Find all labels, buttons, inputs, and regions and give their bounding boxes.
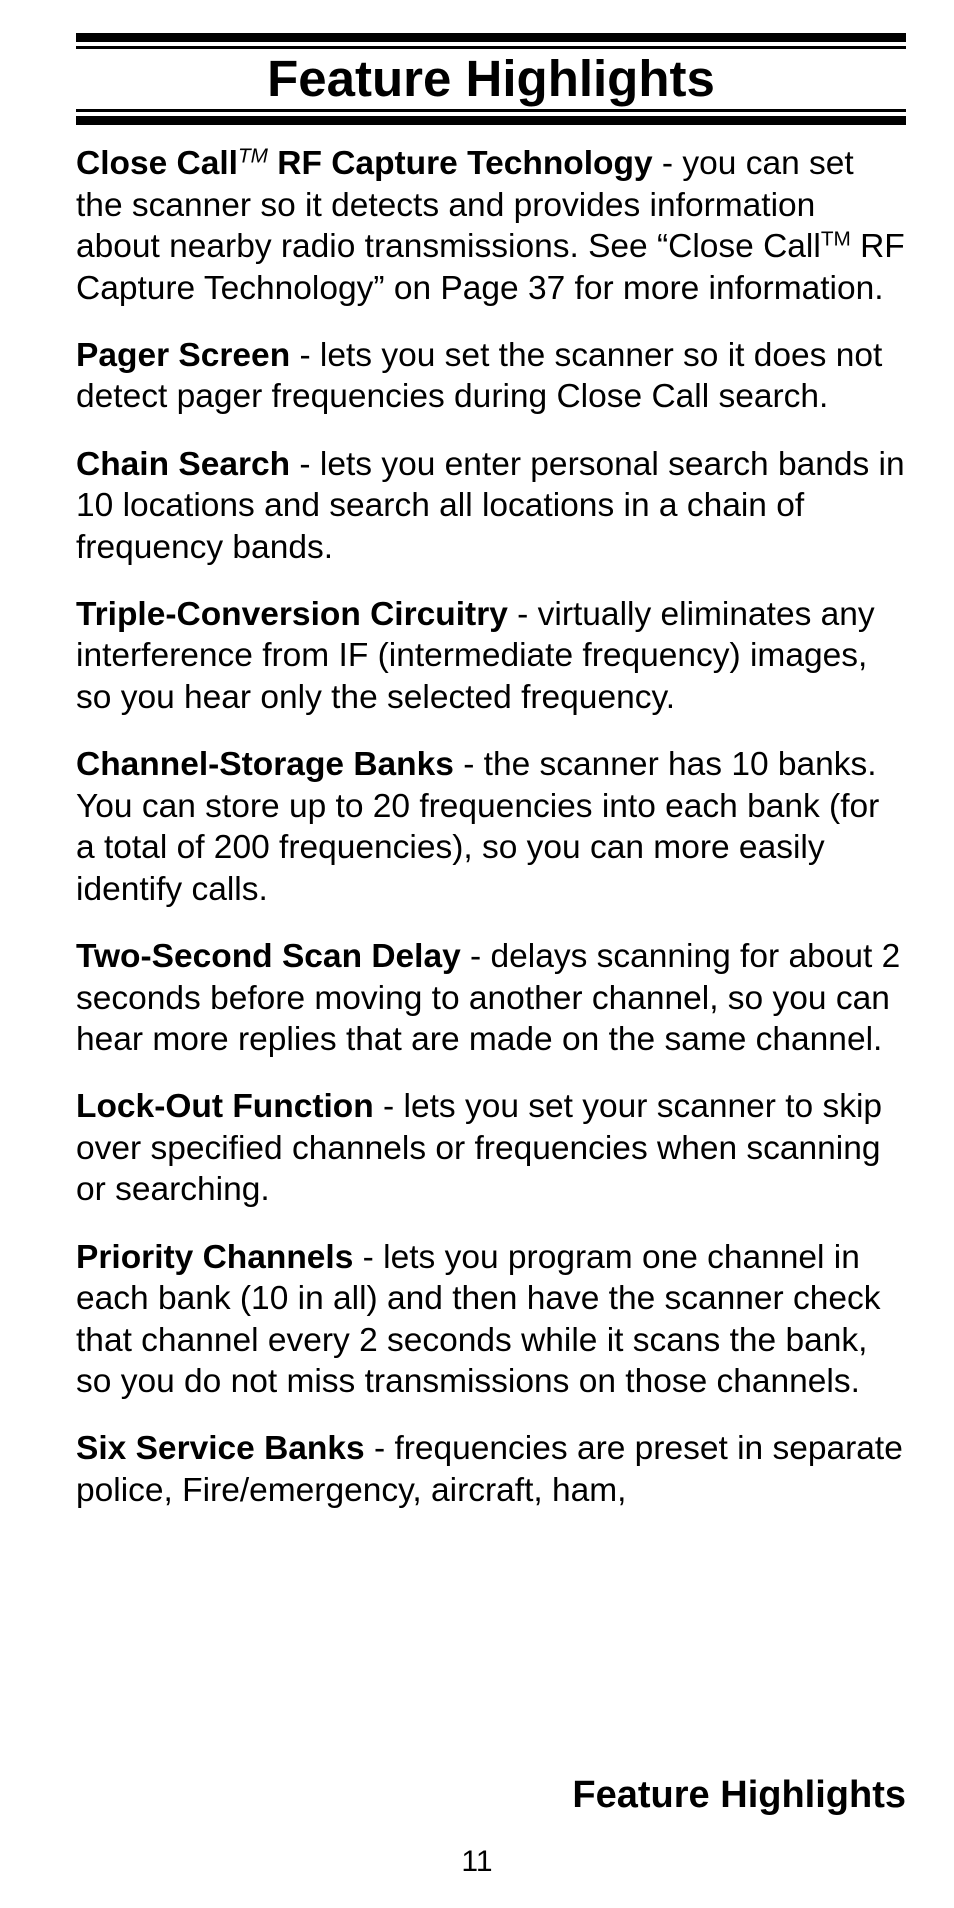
- feature-description-cont: RF Capture Technology” on Page 37 for more information.: [76, 228, 905, 307]
- feature-term: Channel-Storage Banks: [76, 746, 454, 784]
- feature-description: - lets you program one channel in each bank (10 in all) and then have the scanner check that channel every 2 seconds while it scans the bank, so you do not miss transmissions on those channels.: [76, 1238, 881, 1401]
- feature-description: - frequencies are preset in separate police, Fire/emergency, aircraft, ham,: [76, 1430, 903, 1510]
- term-close-call: Close Call: [76, 145, 238, 182]
- feature-triple-conversion: [76, 594, 906, 719]
- term-rf-capture: RF Capture Technology: [267, 145, 653, 182]
- feature-lock-out: [76, 1086, 906, 1211]
- feature-scan-delay: [76, 936, 906, 1061]
- feature-term: Priority Channels: [76, 1238, 354, 1276]
- page-title: Feature Highlights: [267, 50, 715, 107]
- feature-term: Six Service Banks: [76, 1430, 365, 1468]
- footer-section-title: Feature Highlights: [572, 1774, 906, 1816]
- feature-description: - virtually eliminates any interference from IF (intermediate frequency) images, so you hear only the selected frequency.: [76, 595, 875, 717]
- feature-term: Lock-Out Function: [76, 1088, 374, 1126]
- feature-pager-screen: [76, 335, 906, 418]
- feature-description: - the scanner has 10 banks. You can store up to 20 frequencies into each bank (for a total of 200 frequencies), so you can more easily identify calls.: [76, 746, 880, 908]
- page-number: 11: [461, 1845, 493, 1878]
- feature-close-call: [76, 143, 906, 309]
- trademark-mark-inline: TM: [820, 227, 851, 251]
- page-header: [76, 33, 906, 125]
- feature-term: Two-Second Scan Delay: [76, 938, 461, 975]
- feature-term: Triple-Conversion Circuitry: [76, 595, 508, 633]
- feature-description: - lets you enter personal search bands in 10 locations and search all locations in a chain of frequency bands.: [76, 445, 905, 566]
- feature-term: [76, 145, 653, 182]
- feature-chain-search: [76, 444, 906, 569]
- feature-term: Pager Screen: [76, 336, 291, 374]
- header-rule-top-thick: [76, 33, 906, 42]
- feature-priority-channels: [76, 1237, 906, 1403]
- feature-description: - lets you set your scanner to skip over specified channels or frequencies when scanning or searching.: [76, 1088, 883, 1209]
- header-rule-bottom-thick: [76, 116, 906, 125]
- feature-service-banks: [76, 1428, 906, 1511]
- feature-term: Chain Search: [76, 445, 291, 483]
- feature-channel-storage: [76, 744, 906, 910]
- trademark-mark: TM: [237, 144, 268, 168]
- feature-description: - delays scanning for about 2 seconds before moving to another channel, so you can hear more replies that are made on the same channel.: [76, 938, 901, 1059]
- feature-description: - you can set the scanner so it detects and provides information about nearby radio transmissions. See “Close Call: [76, 145, 854, 266]
- feature-list: [76, 143, 906, 1537]
- feature-description: - lets you set the scanner so it does not detect pager frequencies during Close Call search.: [76, 336, 883, 416]
